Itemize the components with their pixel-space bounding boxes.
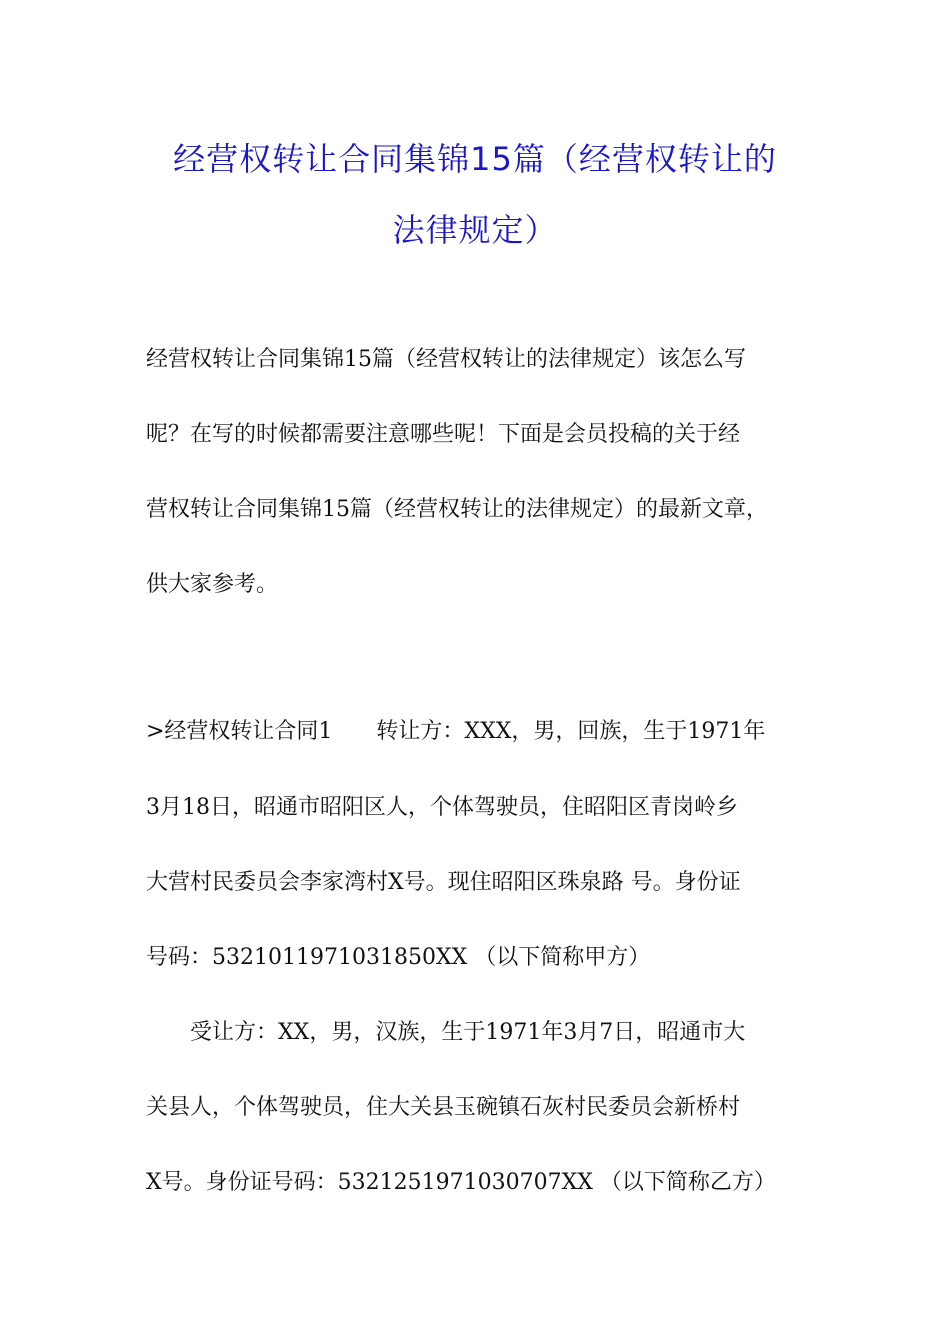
document-title-line-1: 经营权转让合同集锦15篇（经营权转让的 (173, 140, 777, 178)
intro-line-1: 经营权转让合同集锦15篇（经营权转让的法律规定）该怎么写 (146, 347, 746, 372)
section1-line-1: >经营权转让合同1 转让方：XXX，男，回族，生于1971年 (146, 719, 766, 744)
intro-line-4: 供大家参考。 (146, 572, 279, 597)
section2-line-3: X号。身份证号码：5321251971030707XX （以下简称乙方） (146, 1170, 776, 1195)
intro-line-3: 营权转让合同集锦15篇（经营权转让的法律规定）的最新文章， (146, 497, 768, 522)
section1-line-2: 3月18日，昭通市昭阳区人，个体驾驶员，住昭阳区青岗岭乡 (146, 795, 738, 820)
intro-line-2: 呢？在写的时候都需要注意哪些呢！下面是会员投稿的关于经 (146, 422, 741, 447)
section2-line-2: 关县人，个体驾驶员，住大关县玉碗镇石灰村民委员会新桥村 (146, 1095, 741, 1120)
section1-line-3: 大营村民委员会李家湾村X号。现住昭阳区珠泉路 号。身份证 (146, 870, 741, 895)
section1-line-4: 号码：5321011971031850XX （以下简称甲方） (146, 945, 651, 970)
section2-line-1: 受让方：XX，男，汉族，生于1971年3月7日，昭通市大 (146, 1020, 746, 1045)
document-title-line-2: 法律规定） (392, 211, 558, 249)
